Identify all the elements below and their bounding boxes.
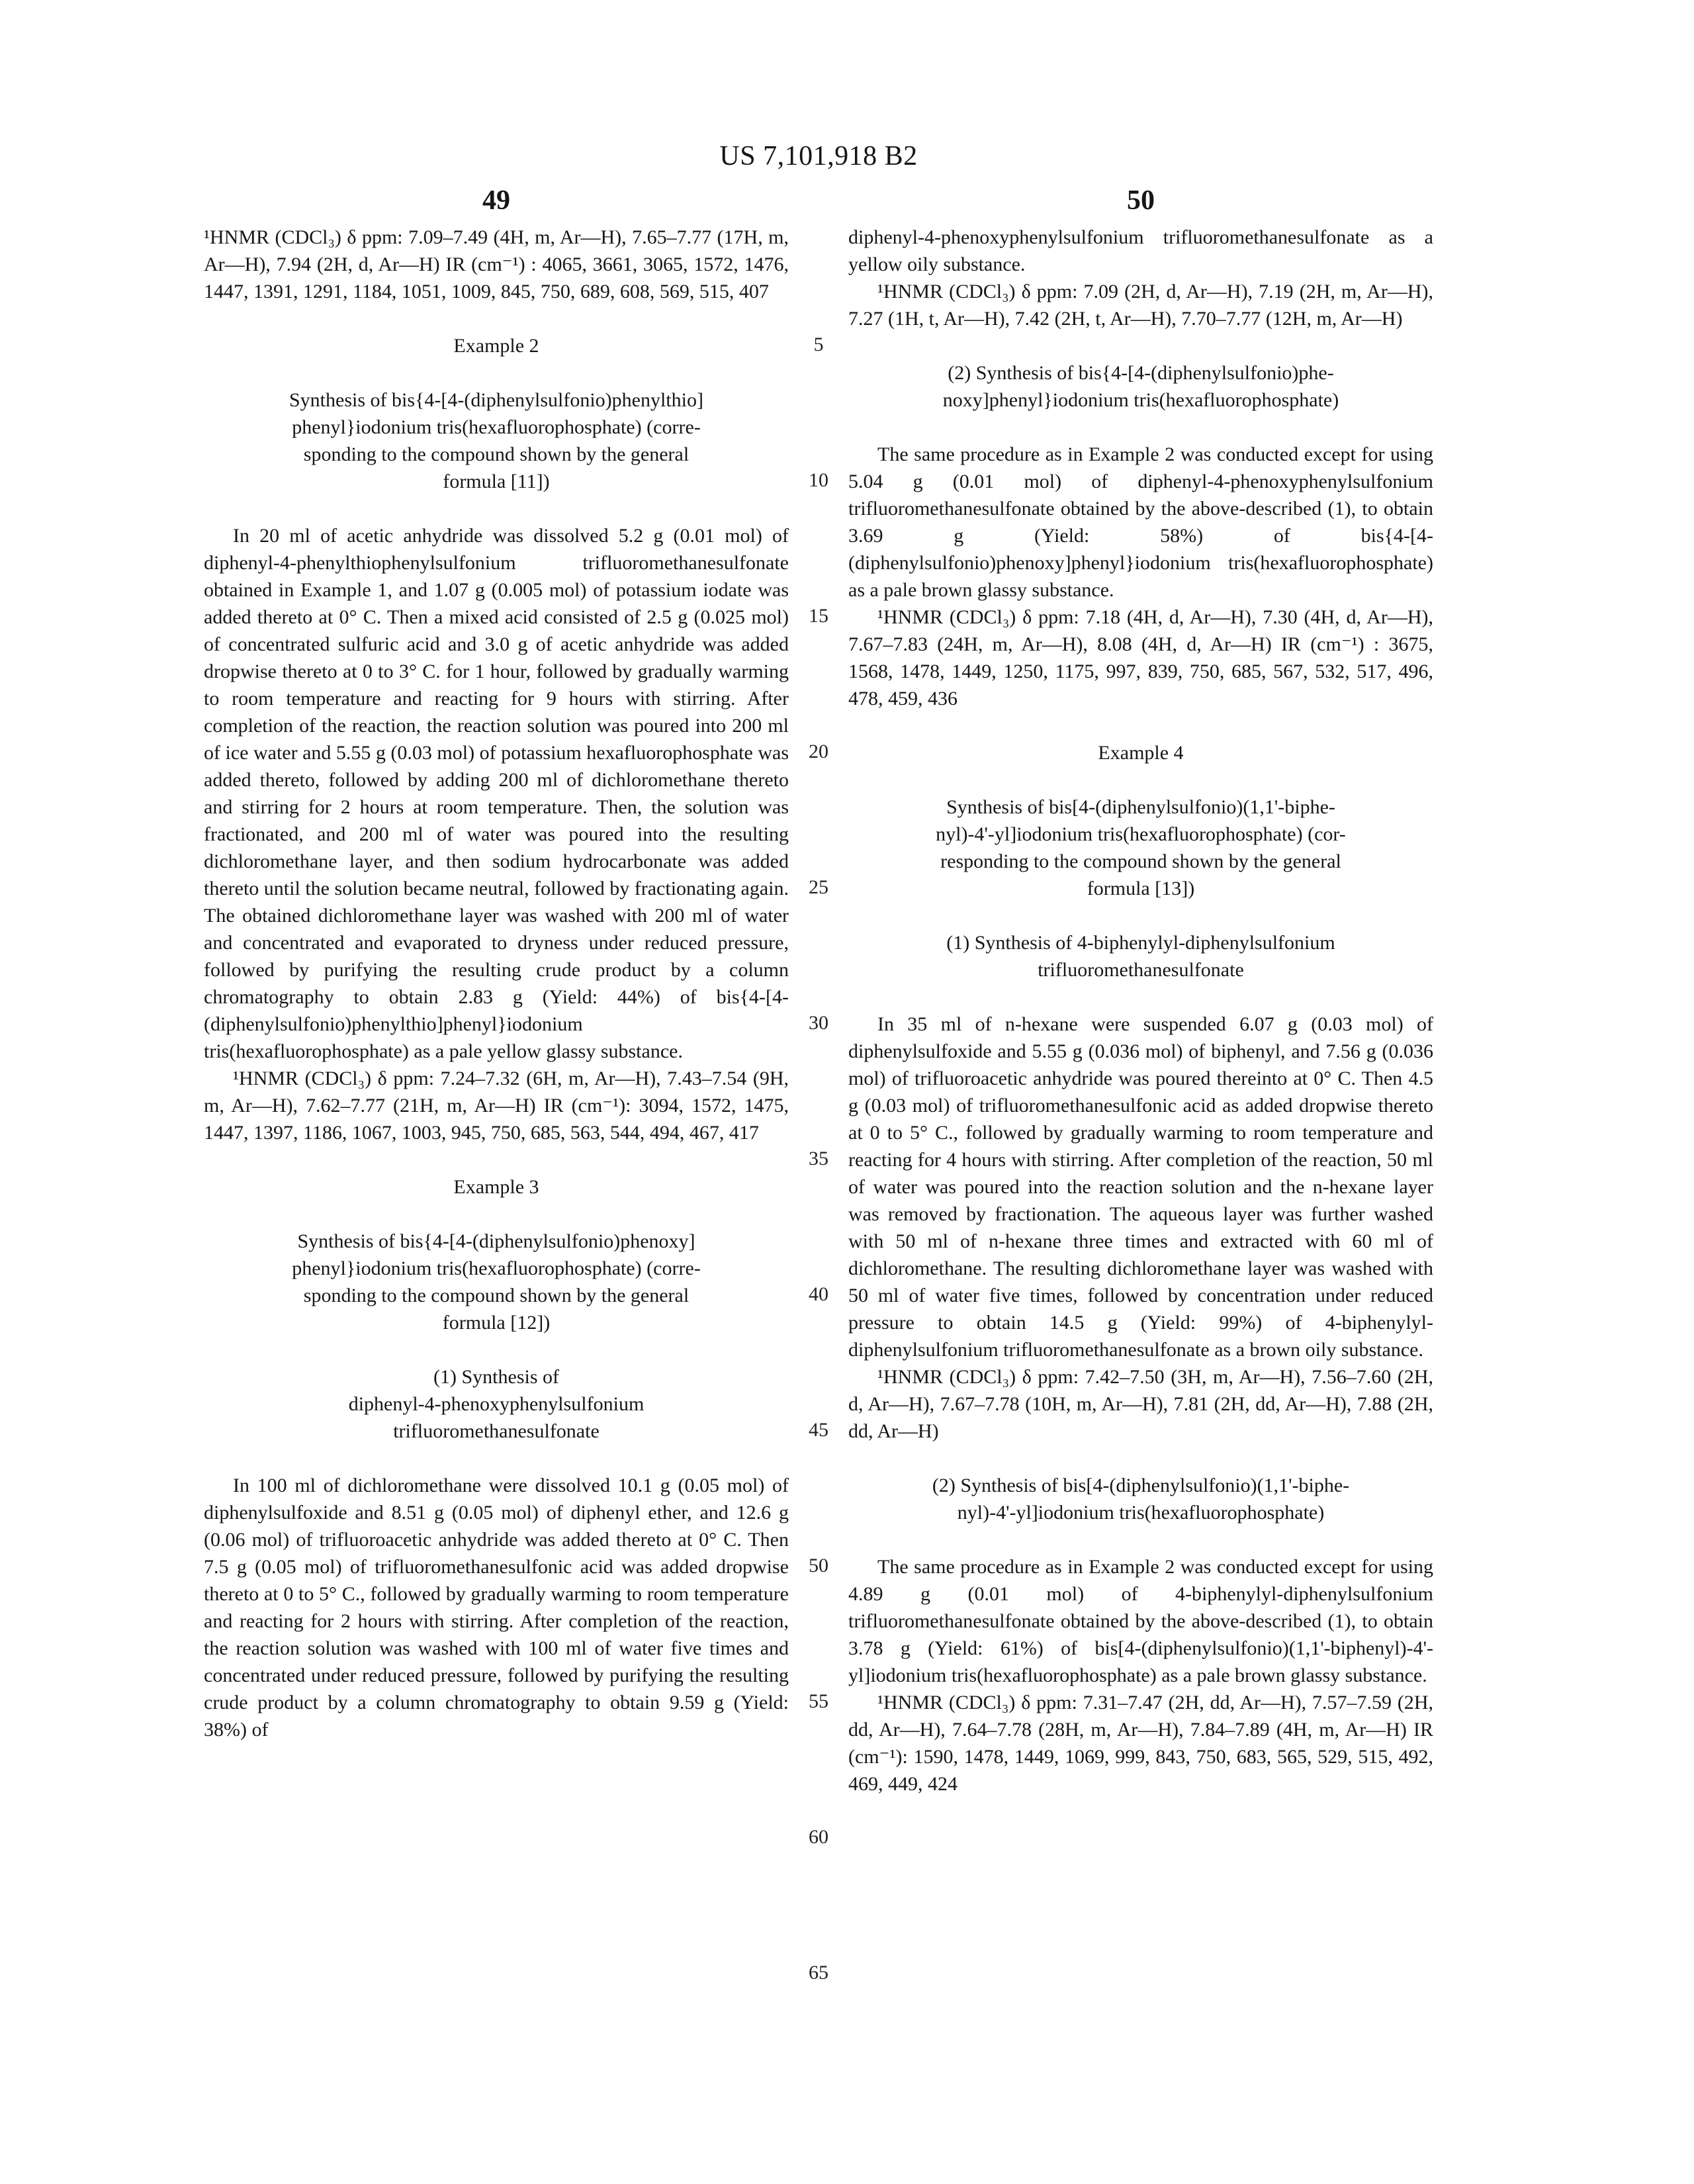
example-4-step-1-procedure-paragraph: In 35 ml of n-hexane were suspended 6.07 g (0.03 mol) of diphenylsulfoxide and 5.55 g (0.036 mol) of biphenyl, and 7.56 g (0.036 mol) of trifluoroacetic anhydride was poured thereinto at 0° C. Then 4.5 g (0.03 mol) of trifluoromethanesulfonic acid as added dropwise thereto at 0 to 5° C., followed by gradually warming to room temperature and reacting for 4 hours with stirring. After completion of the reaction, 50 ml of water was poured into the reaction solution and the n-hexane layer was removed by fractionation. The aqueous layer was further washed with 50 ml of n-hexane three times and extracted with 60 ml of dichloromethane. The resulting dichloromethane layer was washed with 50 ml of water five times, followed by concentration under reduced pressure to obtain 14.5 g (Yield: 99%) of 4-biphenylyl-diphenylsulfonium trifluoromethanesulfonate as a brown oily substance. [848,1013,1433,1361]
patent-number: US 7,101,918 B2 [719,141,918,171]
gutter-line-number: 20 [809,741,828,762]
example-4-step-1-title: (1) Synthesis of 4-biphenylyl-diphenylsulfonium trifluoromethanesulfonate [946,932,1335,981]
gutter-line-number: 35 [809,1148,828,1169]
gutter-line-number: 5 [813,334,824,355]
example-4-heading: Example 4 [1098,742,1184,764]
gutter-line-number: 40 [809,1283,828,1305]
example-4-synthesis-title: Synthesis of bis[4-(diphenylsulfonio)(1,1'-biphe- nyl)-4'-yl]iodonium tris(hexafluorophosphate) (cor- responding to the compound shown by the general formula [13]) [936,796,1346,899]
example-2-nmr-ir-paragraph: ¹HNMR (CDCl₃) δ ppm: 7.24–7.32 (6H, m, Ar—H), 7.43–7.54 (9H, m, Ar—H), 7.62–7.77 (21H, m, Ar—H) IR (cm⁻¹): 3094, 1572, 1475, 1447, 1397, 1186, 1067, 1003, 945, 750, 685, 563, 544, 494, 467, 417 [204,1068,789,1144]
example-4-step-2-title: (2) Synthesis of bis[4-(diphenylsulfonio)(1,1'-biphe- nyl)-4'-yl]iodonium tris(hexafluorophosphate) [932,1475,1350,1524]
example-4-step-1-nmr-paragraph: ¹HNMR (CDCl₃) δ ppm: 7.42–7.50 (3H, m, Ar—H), 7.56–7.60 (2H, d, Ar—H), 7.67–7.78 (10H, m, Ar—H), 7.81 (2H, dd, Ar—H), 7.88 (2H, dd, Ar—H) [848,1366,1433,1442]
example-2-procedure-paragraph: In 20 ml of acetic anhydride was dissolved 5.2 g (0.01 mol) of diphenyl-4-phenylthiophenylsulfonium trifluoromethanesulfonate obtained in Example 1, and 1.07 g (0.005 mol) of potassium iodate was added thereto at 0° C. Then a mixed acid consisted of 2.5 g (0.025 mol) of concentrated sulfuric acid and 3.0 g of acetic anhydride was added dropwise thereto at 0 to 3° C. for 1 hour, followed by gradually warming to room temperature and reacting for 9 hours with stirring. After completion of the reaction, the reaction solution was poured into 200 ml of ice water and 5.55 g (0.03 mol) of potassium hexafluorophosphate was added thereto, followed by adding 200 ml of dichloromethane thereto and stirring for 2 hours at room temperature. Then, the solution was fractionated, and 200 ml of water was poured into the resulting dichloromethane layer, and then sodium hydrocarbonate was added thereto until the solution became neutral, followed by fractionating again. The obtained dichloromethane layer was washed with 200 ml of water and concentrated and evaporated to dryness under reduced pressure, followed by purifying the resulting crude product by a column chromatography to obtain 2.83 g (Yield: 44%) of bis{4-[4-(diphenylsulfonio)phenylthio]phenyl}iodonium tris(hexafluorophosphate) as a pale yellow glassy substance. [204,525,789,1062]
gutter-line-number: 10 [809,469,828,491]
gutter-line-number: 45 [809,1419,828,1441]
example-4-step-2-procedure-paragraph: The same procedure as in Example 2 was conducted except for using 4.89 g (0.01 mol) of 4-biphenylyl-diphenylsulfonium trifluoromethanesulfonate obtained by the above-described (1), to obtain 3.78 g (Yield: 61%) of bis[4-(diphenylsulfonio)(1,1'-biphenyl)-4'-yl]iodonium tris(hexafluorophosphate) as a pale brown glassy substance. [848,1556,1433,1686]
left-column [204,184,789,1797]
left-column-number: 49 [482,185,510,216]
gutter-line-number: 65 [809,1962,828,1983]
example-3-step-2-title: (2) Synthesis of bis{4-[4-(diphenylsulfonio)phe- noxy]phenyl}iodonium tris(hexafluorophosphate) [942,362,1339,411]
two-column-body [204,184,1433,1797]
example-4-step-2-nmr-ir-paragraph: ¹HNMR (CDCl₃) δ ppm: 7.31–7.47 (2H, dd, Ar—H), 7.57–7.59 (2H, dd, Ar—H), 7.64–7.78 (28H, m, Ar—H), 7.84–7.89 (4H, m, Ar—H) IR (cm⁻¹): 1590, 1478, 1449, 1069, 999, 843, 750, 683, 565, 529, 515, 492, 469, 449, 424 [848,1692,1433,1795]
nmr-ir-data-paragraph: ¹HNMR (CDCl₃) δ ppm: 7.09–7.49 (4H, m, Ar—H), 7.65–7.77 (17H, m, Ar—H), 7.94 (2H, d, Ar—H) IR (cm⁻¹) : 4065, 3661, 3065, 1572, 1476, 1447, 1391, 1291, 1184, 1051, 1009, 845, 750, 689, 608, 569, 515, 407 [204,226,789,302]
right-column-number: 50 [1127,185,1155,216]
example-3-step-1-continuation-paragraph: diphenyl-4-phenoxyphenylsulfonium trifluoromethanesulfonate as a yellow oily substance. [848,226,1433,275]
example-2-synthesis-title: Synthesis of bis{4-[4-(diphenylsulfonio)phenylthio] phenyl}iodonium tris(hexafluorophosphate) (corre- sponding to the compound shown by the general formula [11]) [289,389,703,492]
example-3-step-1-procedure-paragraph: In 100 ml of dichloromethane were dissolved 10.1 g (0.05 mol) of diphenylsulfoxide and 8.51 g (0.05 mol) of diphenyl ether, and 12.6 g (0.06 mol) of trifluoroacetic anhydride was added thereto at 0° C. Then 7.5 g (0.05 mol) of trifluoromethanesulfonic acid was added dropwise thereto at 0 to 5° C., followed by gradually warming to room temperature and reacting for 2 hours with stirring. After completion of the reaction, the reaction solution was washed with 100 ml of water five times and concentrated under reduced pressure, followed by purifying the resulting crude product by a column chromatography to obtain 9.59 g (Yield: 38%) of [204,1475,789,1741]
gutter-line-number: 25 [809,876,828,898]
example-3-step-1-title: (1) Synthesis of diphenyl-4-phenoxyphenylsulfonium trifluoromethanesulfonate [348,1366,645,1442]
gutter-line-number: 55 [809,1690,828,1712]
gutter-line-number: 50 [809,1555,828,1576]
gutter-line-number: 15 [809,605,828,627]
example-3-synthesis-title: Synthesis of bis{4-[4-(diphenylsulfonio)phenoxy] phenyl}iodonium tris(hexafluorophosphate) (corre- sponding to the compound shown by the general formula [12]) [292,1230,701,1334]
gutter-line-number: 60 [809,1826,828,1848]
example-3-step-2-nmr-ir-paragraph: ¹HNMR (CDCl₃) δ ppm: 7.18 (4H, d, Ar—H), 7.30 (4H, d, Ar—H), 7.67–7.83 (24H, m, Ar—H), 8.08 (4H, d, Ar—H) IR (cm⁻¹) : 3675, 1568, 1478, 1449, 1250, 1175, 997, 839, 750, 685, 567, 532, 517, 496, 478, 459, 436 [848,606,1433,709]
example-3-step-1-nmr-paragraph: ¹HNMR (CDCl₃) δ ppm: 7.09 (2H, d, Ar—H), 7.19 (2H, m, Ar—H), 7.27 (1H, t, Ar—H), 7.42 (2H, t, Ar—H), 7.70–7.77 (12H, m, Ar—H) [848,281,1433,330]
right-column [848,184,1433,1797]
example-2-heading: Example 2 [453,335,539,357]
gutter-line-number: 30 [809,1012,828,1034]
example-3-heading: Example 3 [453,1176,539,1198]
example-3-step-2-procedure-paragraph: The same procedure as in Example 2 was conducted except for using 5.04 g (0.01 mol) of diphenyl-4-phenoxyphenylsulfonium trifluoromethanesulfonate obtained by the above-described (1), to obtain 3.69 g (Yield: 58%) of bis{4-[4-(diphenylsulfonio)phenoxy]phenyl}iodonium tris(hexafluorophosphate) as a pale brown glassy substance. [848,443,1433,601]
